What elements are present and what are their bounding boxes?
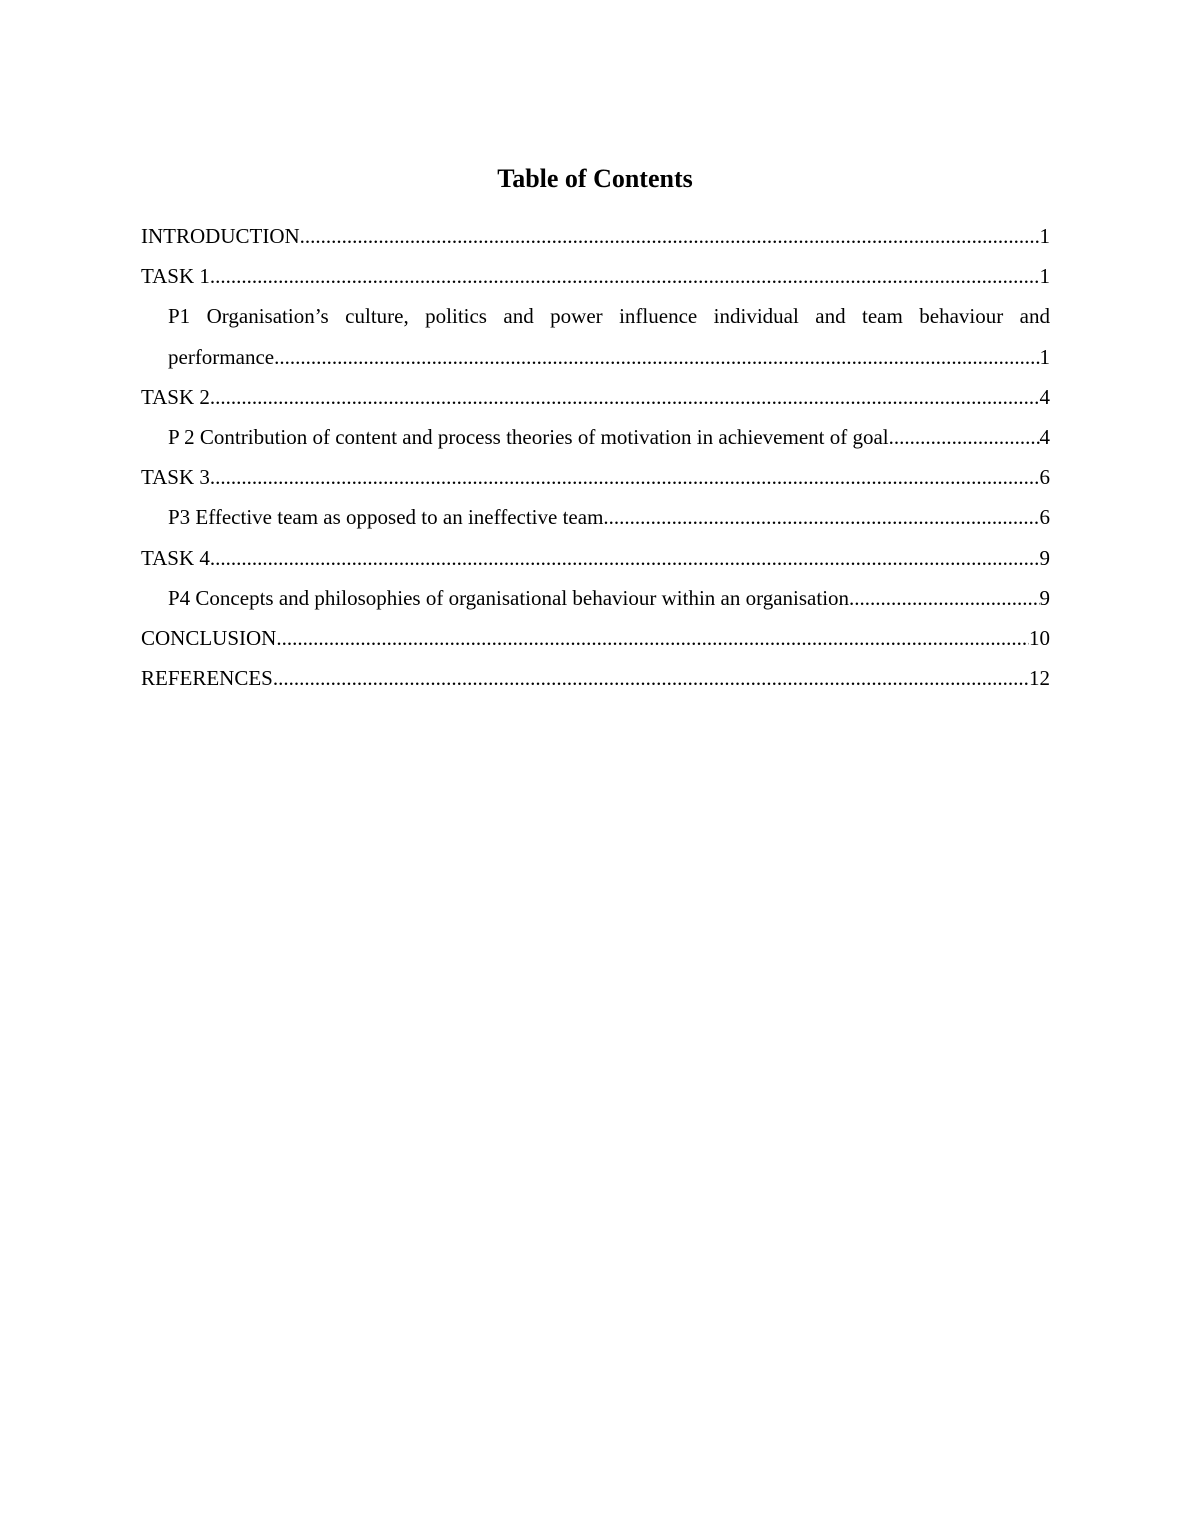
dot-leader — [300, 216, 1040, 256]
dot-leader — [889, 417, 1040, 457]
dot-leader — [274, 337, 1039, 377]
toc-entry-task-3[interactable] — [141, 457, 1050, 497]
dot-leader — [210, 377, 1040, 417]
toc-entry-p4[interactable] — [141, 578, 1050, 618]
dot-leader — [603, 497, 1039, 537]
dot-leader — [276, 618, 1029, 658]
toc-entry-label: REFERENCES — [141, 666, 273, 691]
toc-page-number: 9 — [1039, 545, 1050, 570]
toc-page-number: 6 — [1039, 465, 1050, 490]
toc-entry-p3[interactable] — [141, 497, 1050, 537]
dot-leader — [210, 457, 1040, 497]
toc-entry-label: INTRODUCTION — [141, 224, 300, 248]
dot-leader — [210, 538, 1040, 578]
toc-entry-label: P4 Concepts and philosophies of organisational behaviour within an organisation — [168, 585, 850, 610]
toc-entry-label: performance — [168, 344, 275, 369]
toc-entry-label: TASK 3 — [141, 465, 210, 490]
toc-entry-task-1[interactable] — [141, 256, 1050, 296]
toc-entry-task-2[interactable] — [141, 377, 1050, 417]
dot-leader — [210, 256, 1040, 296]
toc-entry-task-4[interactable] — [141, 538, 1050, 578]
toc-page-number: 4 — [1039, 425, 1050, 450]
toc-page-number: 4 — [1039, 384, 1050, 409]
toc-entry-label: TASK 2 — [141, 384, 210, 409]
toc-page-number: 12 — [1029, 666, 1050, 691]
toc-page-number: 1 — [1039, 224, 1050, 248]
toc-entry-p1[interactable] — [141, 296, 1050, 376]
toc-entry-label: P3 Effective team as opposed to an ineffective team — [168, 505, 604, 530]
toc-entry-label: TASK 4 — [141, 545, 210, 570]
toc-page-number: 1 — [1039, 344, 1050, 369]
toc-page-number: 6 — [1039, 505, 1050, 530]
toc-entry-label: P 2 Contribution of content and process theories of motivation in achievement of goal — [168, 425, 889, 450]
toc-entry-label-line-1: P1 Organisation’s culture, politics and power influence individual and team behaviour and — [168, 304, 1050, 329]
toc-entry-label: TASK 1 — [141, 264, 210, 289]
toc-entry-introduction[interactable] — [141, 216, 1050, 256]
toc-entry-conclusion[interactable] — [141, 618, 1050, 658]
dot-leader — [849, 578, 1039, 618]
toc-entry-references[interactable] — [141, 658, 1050, 698]
table-of-contents — [141, 216, 1050, 698]
page-title: Table of Contents — [497, 164, 693, 193]
toc-entry-p2[interactable] — [141, 417, 1050, 457]
toc-entry-label: CONCLUSION — [141, 626, 277, 651]
toc-page-number: 10 — [1029, 626, 1050, 651]
toc-page-number: 1 — [1039, 264, 1050, 289]
dot-leader — [273, 658, 1029, 698]
toc-page-number: 9 — [1039, 585, 1050, 610]
